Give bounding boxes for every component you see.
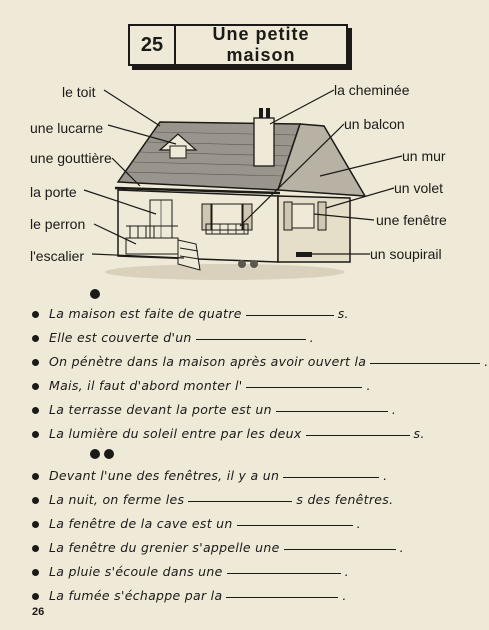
exercise-2-1 bbox=[32, 468, 387, 483]
label-shutter: un volet bbox=[394, 180, 444, 196]
label-chimney: la cheminée bbox=[334, 82, 410, 98]
label-balcony: un balcon bbox=[344, 116, 405, 132]
label-gutter: une gouttière bbox=[30, 150, 112, 166]
exercise-text: La fenêtre de la cave est un bbox=[49, 516, 233, 531]
label-porch: le perron bbox=[30, 216, 86, 232]
exercise-2-6 bbox=[32, 588, 347, 603]
exercise-2-4 bbox=[32, 540, 404, 555]
chimney-pot bbox=[266, 108, 270, 118]
exercise-text: La fenêtre du grenier s'appelle une bbox=[49, 540, 280, 555]
answer-blank[interactable] bbox=[226, 596, 338, 598]
answer-blank[interactable] bbox=[283, 476, 379, 478]
exercise-1-1 bbox=[32, 306, 349, 321]
exercise-text: La terrasse devant la porte est un bbox=[49, 402, 272, 417]
side-shutter-right bbox=[318, 202, 326, 230]
exercise-end: s. bbox=[413, 426, 425, 441]
exercise-end: . bbox=[366, 378, 371, 393]
exercise-text: La fumée s'échappe par la bbox=[49, 588, 223, 603]
porch bbox=[126, 238, 178, 254]
exercise-end: . bbox=[342, 588, 347, 603]
exercise-end: . bbox=[391, 402, 397, 417]
exercise-end: s. bbox=[337, 306, 349, 321]
label-stairs: l'escalier bbox=[30, 248, 85, 264]
answer-blank[interactable] bbox=[188, 500, 292, 502]
label-wall: un mur bbox=[402, 148, 446, 164]
answer-blank[interactable] bbox=[370, 362, 480, 364]
label-door: la porte bbox=[30, 184, 77, 200]
chimney bbox=[254, 118, 274, 166]
section1-marker bbox=[90, 286, 104, 304]
exercise-end: s des fenêtres. bbox=[296, 492, 394, 507]
exercise-2-5 bbox=[32, 564, 349, 579]
answer-blank[interactable] bbox=[196, 338, 306, 340]
front-window bbox=[212, 204, 242, 230]
chimney-pot bbox=[259, 108, 263, 118]
answer-blank[interactable] bbox=[237, 524, 353, 526]
label-window: une fenêtre bbox=[376, 212, 447, 228]
exercise-text: Devant l'une des fenêtres, il y a un bbox=[49, 468, 280, 483]
section2-marker bbox=[90, 446, 118, 464]
exercise-1-3 bbox=[32, 354, 489, 369]
exercise-end: . bbox=[309, 330, 314, 345]
side-shutter bbox=[284, 202, 292, 230]
exercise-text: Mais, il faut d'abord monter l' bbox=[49, 378, 243, 393]
basement-window bbox=[296, 252, 312, 257]
lesson-number: 25 bbox=[130, 26, 176, 64]
flower-pot bbox=[250, 260, 258, 268]
answer-blank[interactable] bbox=[284, 548, 396, 550]
exercise-2-2 bbox=[32, 492, 393, 507]
label-basement-window: un soupirail bbox=[370, 246, 442, 262]
exercise-end: . bbox=[383, 468, 388, 483]
exercise-text: Elle est couverte d'un bbox=[49, 330, 192, 345]
flower-pot bbox=[238, 260, 246, 268]
page-number: 26 bbox=[32, 606, 45, 618]
exercise-text: La nuit, on ferme les bbox=[49, 492, 185, 507]
answer-blank[interactable] bbox=[227, 572, 341, 574]
side-window bbox=[292, 204, 314, 228]
exercise-1-5 bbox=[32, 402, 396, 417]
exercise-end: . bbox=[484, 354, 489, 369]
exercise-end: . bbox=[356, 516, 361, 531]
exercise-text: La maison est faite de quatre bbox=[49, 306, 242, 321]
exercise-end: . bbox=[399, 540, 404, 555]
exercise-text: La lumière du soleil entre par les deux bbox=[49, 426, 302, 441]
label-dormer: une lucarne bbox=[30, 120, 104, 136]
exercise-text: On pénètre dans la maison après avoir ouvert la bbox=[49, 354, 367, 369]
ground-shadow bbox=[105, 264, 345, 280]
exercise-end: . bbox=[344, 564, 349, 579]
exercise-2-3 bbox=[32, 516, 361, 531]
answer-blank[interactable] bbox=[246, 314, 334, 316]
label-roof: le toit bbox=[62, 84, 96, 100]
exercise-1-4 bbox=[32, 378, 371, 393]
exercise-1-6 bbox=[32, 426, 425, 441]
exercise-1-2 bbox=[32, 330, 314, 345]
lesson-title: Une petite maison bbox=[212, 24, 310, 65]
answer-blank[interactable] bbox=[306, 434, 410, 436]
answer-blank[interactable] bbox=[276, 410, 388, 412]
dormer-window bbox=[170, 146, 186, 158]
exercise-text: La pluie s'écoule dans une bbox=[49, 564, 223, 579]
answer-blank[interactable] bbox=[246, 386, 362, 388]
